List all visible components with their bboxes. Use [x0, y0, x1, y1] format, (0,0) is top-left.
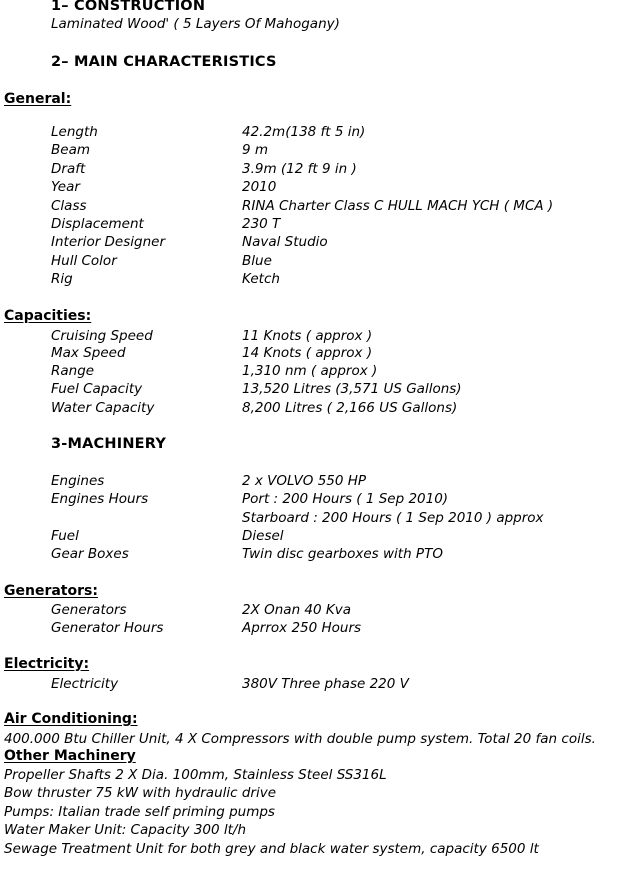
electricity-value: 380V Three phase 220 V: [242, 676, 409, 692]
general-label: Draft: [51, 161, 86, 177]
generators-value: 2X Onan 40 Kva: [242, 602, 352, 618]
generators-heading: Generators:: [4, 583, 98, 599]
air-conditioning-heading: Air Conditioning:: [4, 711, 138, 727]
capacities-heading: Capacities:: [4, 308, 92, 324]
general-label: Year: [51, 179, 80, 195]
general-value: 230 T: [242, 216, 281, 232]
main-characteristics-heading: 2– MAIN CHARACTERISTICS: [51, 54, 277, 70]
capacities-value: 11 Knots ( approx ): [242, 328, 373, 344]
capacities-label: Fuel Capacity: [51, 381, 143, 397]
engines-hours-starboard: Starboard : 200 Hours ( 1 Sep 2010 ) approx: [242, 510, 544, 526]
capacities-value: 13,520 Litres (3,571 US Gallons): [242, 381, 462, 397]
generators-label: Generators: [51, 602, 127, 618]
general-label: Displacement: [51, 216, 144, 232]
machinery-heading: 3-MACHINERY: [51, 436, 167, 452]
other-machinery-heading: Other Machinery: [4, 748, 136, 764]
generator-hours-value: Aprrox 250 Hours: [242, 620, 362, 636]
capacities-value: 14 Knots ( approx ): [242, 345, 373, 361]
list-item: Sewage Treatment Unit for both grey and black water system, capacity 6500 lt: [4, 841, 539, 857]
general-value: Blue: [242, 253, 272, 269]
list-item: Propeller Shafts 2 X Dia. 100mm, Stainless Steel SS316L: [4, 767, 387, 783]
electricity-label: Electricity: [51, 676, 119, 692]
general-value: 42.2m(138 ft 5 in): [242, 124, 366, 140]
gear-boxes-value: Twin disc gearboxes with PTO: [242, 546, 443, 562]
general-label: Hull Color: [51, 253, 117, 269]
general-heading: General:: [4, 91, 72, 107]
general-value: Naval Studio: [242, 234, 328, 250]
capacities-value: 1,310 nm ( approx ): [242, 363, 378, 379]
capacities-value: 8,200 Litres ( 2,166 US Gallons): [242, 400, 458, 416]
capacities-label: Cruising Speed: [51, 328, 153, 344]
general-value: 3.9m (12 ft 9 in ): [242, 161, 357, 177]
gear-boxes-label: Gear Boxes: [51, 546, 129, 562]
general-value: 9 m: [242, 142, 269, 158]
general-label: Class: [51, 198, 87, 214]
capacities-label: Water Capacity: [51, 400, 155, 416]
engines-value: 2 x VOLVO 550 HP: [242, 473, 367, 489]
fuel-label: Fuel: [51, 528, 79, 544]
capacities-label: Max Speed: [51, 345, 126, 361]
engines-label: Engines: [51, 473, 105, 489]
construction-text: Laminated Wood' ( 5 Layers Of Mahogany): [51, 16, 340, 32]
construction-heading: 1– CONSTRUCTION: [51, 0, 206, 14]
general-label: Interior Designer: [51, 234, 166, 250]
generator-hours-label: Generator Hours: [51, 620, 164, 636]
electricity-heading: Electricity:: [4, 656, 90, 672]
list-item: Water Maker Unit: Capacity 300 lt/h: [4, 822, 247, 838]
general-label: Beam: [51, 142, 90, 158]
general-value: Ketch: [242, 271, 280, 287]
general-label: Rig: [51, 271, 73, 287]
list-item: Pumps: Italian trade self priming pumps: [4, 804, 275, 820]
general-value: 2010: [242, 179, 277, 195]
list-item: Bow thruster 75 kW with hydraulic drive: [4, 785, 277, 801]
capacities-label: Range: [51, 363, 95, 379]
engines-hours-port: Port : 200 Hours ( 1 Sep 2010): [242, 491, 449, 507]
engines-hours-label: Engines Hours: [51, 491, 149, 507]
general-value: RINA Charter Class C HULL MACH YCH ( MCA ): [242, 198, 554, 214]
air-conditioning-text: 400.000 Btu Chiller Unit, 4 X Compressors with double pump system. Total 20 fan coils.: [4, 731, 596, 747]
fuel-value: Diesel: [242, 528, 284, 544]
general-label: Length: [51, 124, 98, 140]
